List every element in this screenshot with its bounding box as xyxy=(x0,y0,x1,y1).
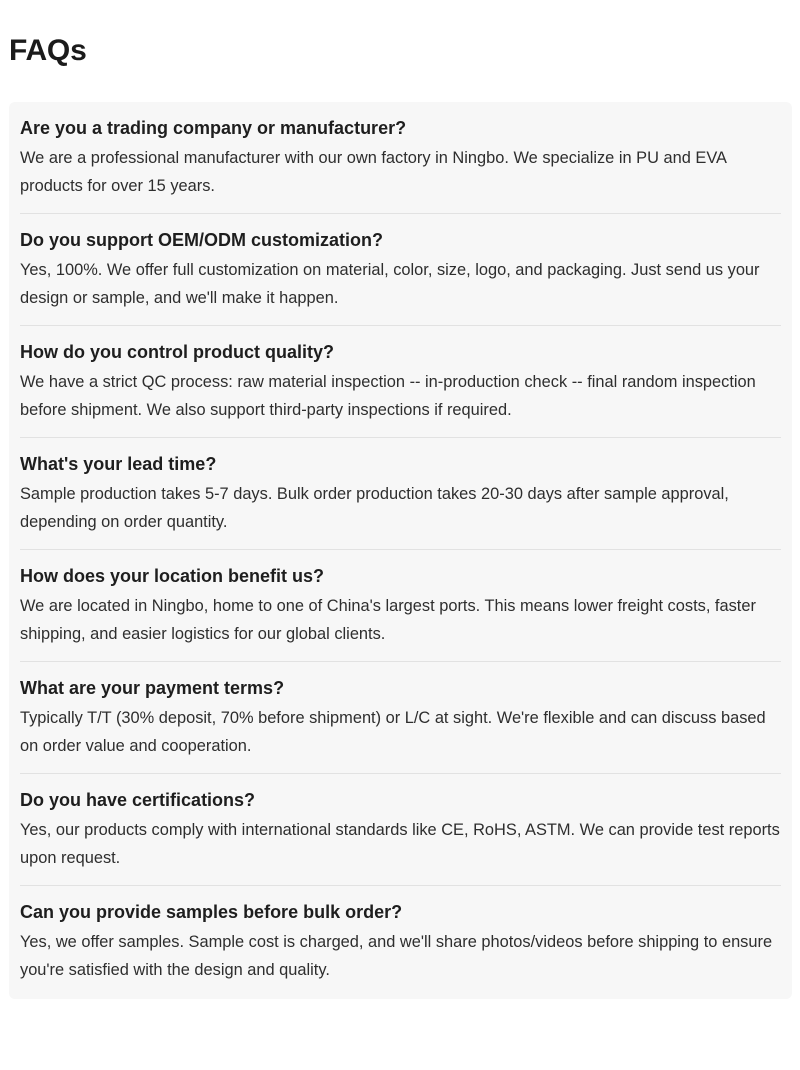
faq-question: How does your location benefit us? xyxy=(20,566,325,586)
faq-answer: Yes, we offer samples. Sample cost is charged, and we'll share photos/videos before shipping to ensure you're satisfied with the design and quality. xyxy=(20,933,773,979)
faq-answer: We are a professional manufacturer with our own factory in Ningbo. We specialize in PU and EVA products for over 15 years. xyxy=(20,149,727,195)
faq-answer: Typically T/T (30% deposit, 70% before shipment) or L/C at sight. We're flexible and can discuss based on order value and cooperation. xyxy=(20,709,766,755)
faq-question: Do you support OEM/ODM customization? xyxy=(20,230,383,250)
faq-question: What's your lead time? xyxy=(20,454,217,474)
page-title: FAQs xyxy=(9,34,87,67)
faq-item-certifications xyxy=(20,774,781,886)
faq-question: How do you control product quality? xyxy=(20,342,334,362)
faq-item-samples xyxy=(20,886,781,998)
faq-answer: Yes, 100%. We offer full customization on material, color, size, logo, and packaging. Just send us your design or sample, and we'll make it happen. xyxy=(20,261,760,307)
faq-item-quality-control xyxy=(20,326,781,438)
faq-question: Do you have certifications? xyxy=(20,790,256,810)
faq-answer: We are located in Ningbo, home to one of China's largest ports. This means lower freight costs, faster shipping, and easier logistics for our global clients. xyxy=(20,597,756,643)
faq-item-trading-company xyxy=(20,102,781,214)
faq-list xyxy=(9,102,792,999)
faq-item-lead-time xyxy=(20,438,781,550)
faq-question: What are your payment terms? xyxy=(20,678,285,698)
faq-answer: We have a strict QC process: raw material inspection -- in-production check -- final random inspection before shipment. We also support third-party inspections if required. xyxy=(20,373,756,419)
faq-item-location xyxy=(20,550,781,662)
faq-answer: Sample production takes 5-7 days. Bulk order production takes 20-30 days after sample approval, depending on order quantity. xyxy=(20,485,729,531)
faq-item-oem-odm xyxy=(20,214,781,326)
faq-item-payment-terms xyxy=(20,662,781,774)
faq-answer: Yes, our products comply with international standards like CE, RoHS, ASTM. We can provide test reports upon request. xyxy=(20,821,780,867)
faq-question: Can you provide samples before bulk order? xyxy=(20,902,403,922)
faq-question: Are you a trading company or manufacturer? xyxy=(20,118,407,138)
